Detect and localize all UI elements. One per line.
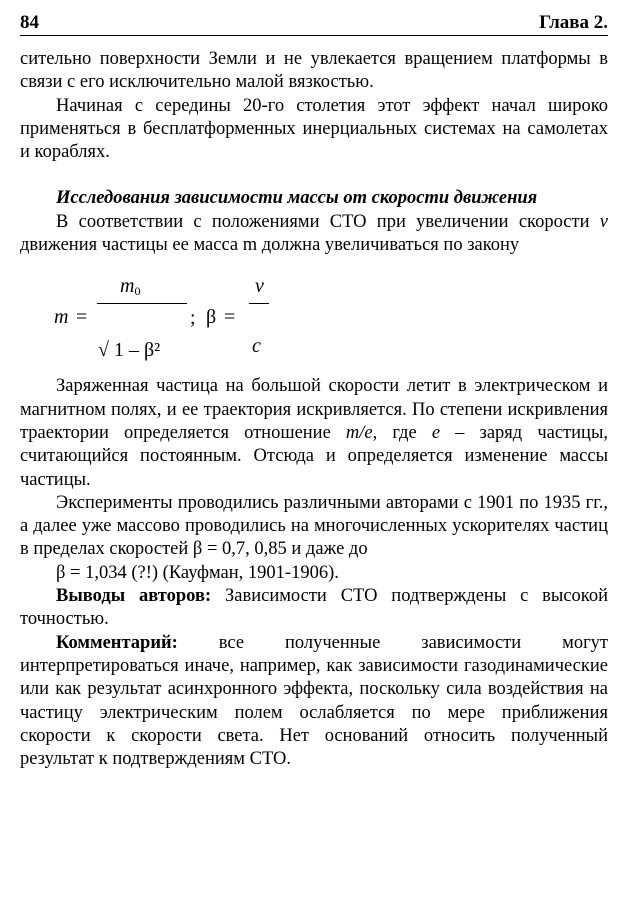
velocity-symbol: v bbox=[599, 211, 608, 232]
formula-equals-2: = bbox=[224, 306, 236, 329]
p4-text-a: Заряженная частица на большой скорости летит в электрическом и магнитном полях, и ее траектория искривляется. По степени искривления траектории определяется отношение bbox=[20, 376, 608, 443]
paragraph-conclusions bbox=[20, 585, 608, 632]
formula-c: c bbox=[252, 335, 261, 358]
header-rule bbox=[20, 35, 608, 36]
paragraph-sto-mass bbox=[20, 211, 608, 258]
formula-beta: β bbox=[206, 306, 217, 329]
section-heading: Исследования зависимости массы от скорости движения bbox=[56, 188, 538, 209]
paragraph-kaufman: β = 1,034 (?!) (Кауфман, 1901-1906). bbox=[56, 562, 339, 583]
formula-denominator: √ 1 – β² bbox=[98, 339, 161, 362]
fraction-bar-beta bbox=[249, 303, 269, 304]
p4-text-c: – заряд частицы, считающийся постоянным. Отсюда и определяется изменение массы частицы. bbox=[20, 422, 609, 490]
paragraph-continuation: сительно поверхности Земли и не увлекается вращением платформы в связи с его исключительно малой вязкостью. bbox=[20, 49, 608, 93]
conclusions-text: Зависимости СТО подтверждены с высокой точностью. bbox=[20, 586, 608, 630]
mass-formula bbox=[20, 257, 608, 375]
formula-equals-1: = bbox=[76, 306, 88, 329]
formula-numerator bbox=[120, 276, 140, 301]
comment-text: все полученные зависимости могут интерпретироваться иначе, например, как зависимости газодинамические или как результат асинхронного эффекта, поскольку сила воздействия на частицу электрическим полем ослабляется по мере приближения скорости к скорости света. Нет оснований относить полученный результат к подтверждениям СТО. bbox=[20, 632, 608, 770]
chapter-title: Глава 2. bbox=[539, 12, 608, 33]
paragraph-experiments: Эксперименты проводились различными авторами с 1901 по 1935 гг., а далее уже массово проводились на многочисленных ускорителях частиц в пределах скоростей β = 0,7, 0,85 и даже до bbox=[20, 492, 608, 560]
p3-text-a: В соответствии с положениями СТО при увеличении скорости bbox=[56, 211, 600, 232]
running-header bbox=[20, 8, 608, 34]
fraction-bar-mass bbox=[97, 303, 187, 304]
page-number: 84 bbox=[20, 12, 39, 33]
formula-v: v bbox=[255, 275, 264, 298]
formula-m: m bbox=[54, 306, 69, 329]
formula-semicolon: ; bbox=[190, 307, 196, 330]
me-ratio: m/e bbox=[345, 422, 373, 443]
p4-text-b: , где bbox=[372, 422, 432, 443]
charge-symbol: e bbox=[431, 422, 441, 443]
numerator-subscript: 0 bbox=[134, 284, 141, 299]
paragraph-effect-usage: Начиная с середины 20-го столетия этот эффект начал широко применяться в бесплатформенных инерциальных системах на самолетах и кораблях. bbox=[20, 95, 608, 163]
numerator-m: m bbox=[120, 275, 135, 298]
paragraph-charged-particle bbox=[20, 375, 608, 491]
p3-text-b: движения частицы ее масса m должна увеличиваться по закону bbox=[20, 235, 520, 256]
conclusions-label: Выводы авторов: bbox=[56, 586, 212, 607]
comment-label: Комментарий: bbox=[56, 632, 178, 653]
paragraph-comment bbox=[20, 632, 608, 772]
body-text bbox=[20, 48, 608, 771]
